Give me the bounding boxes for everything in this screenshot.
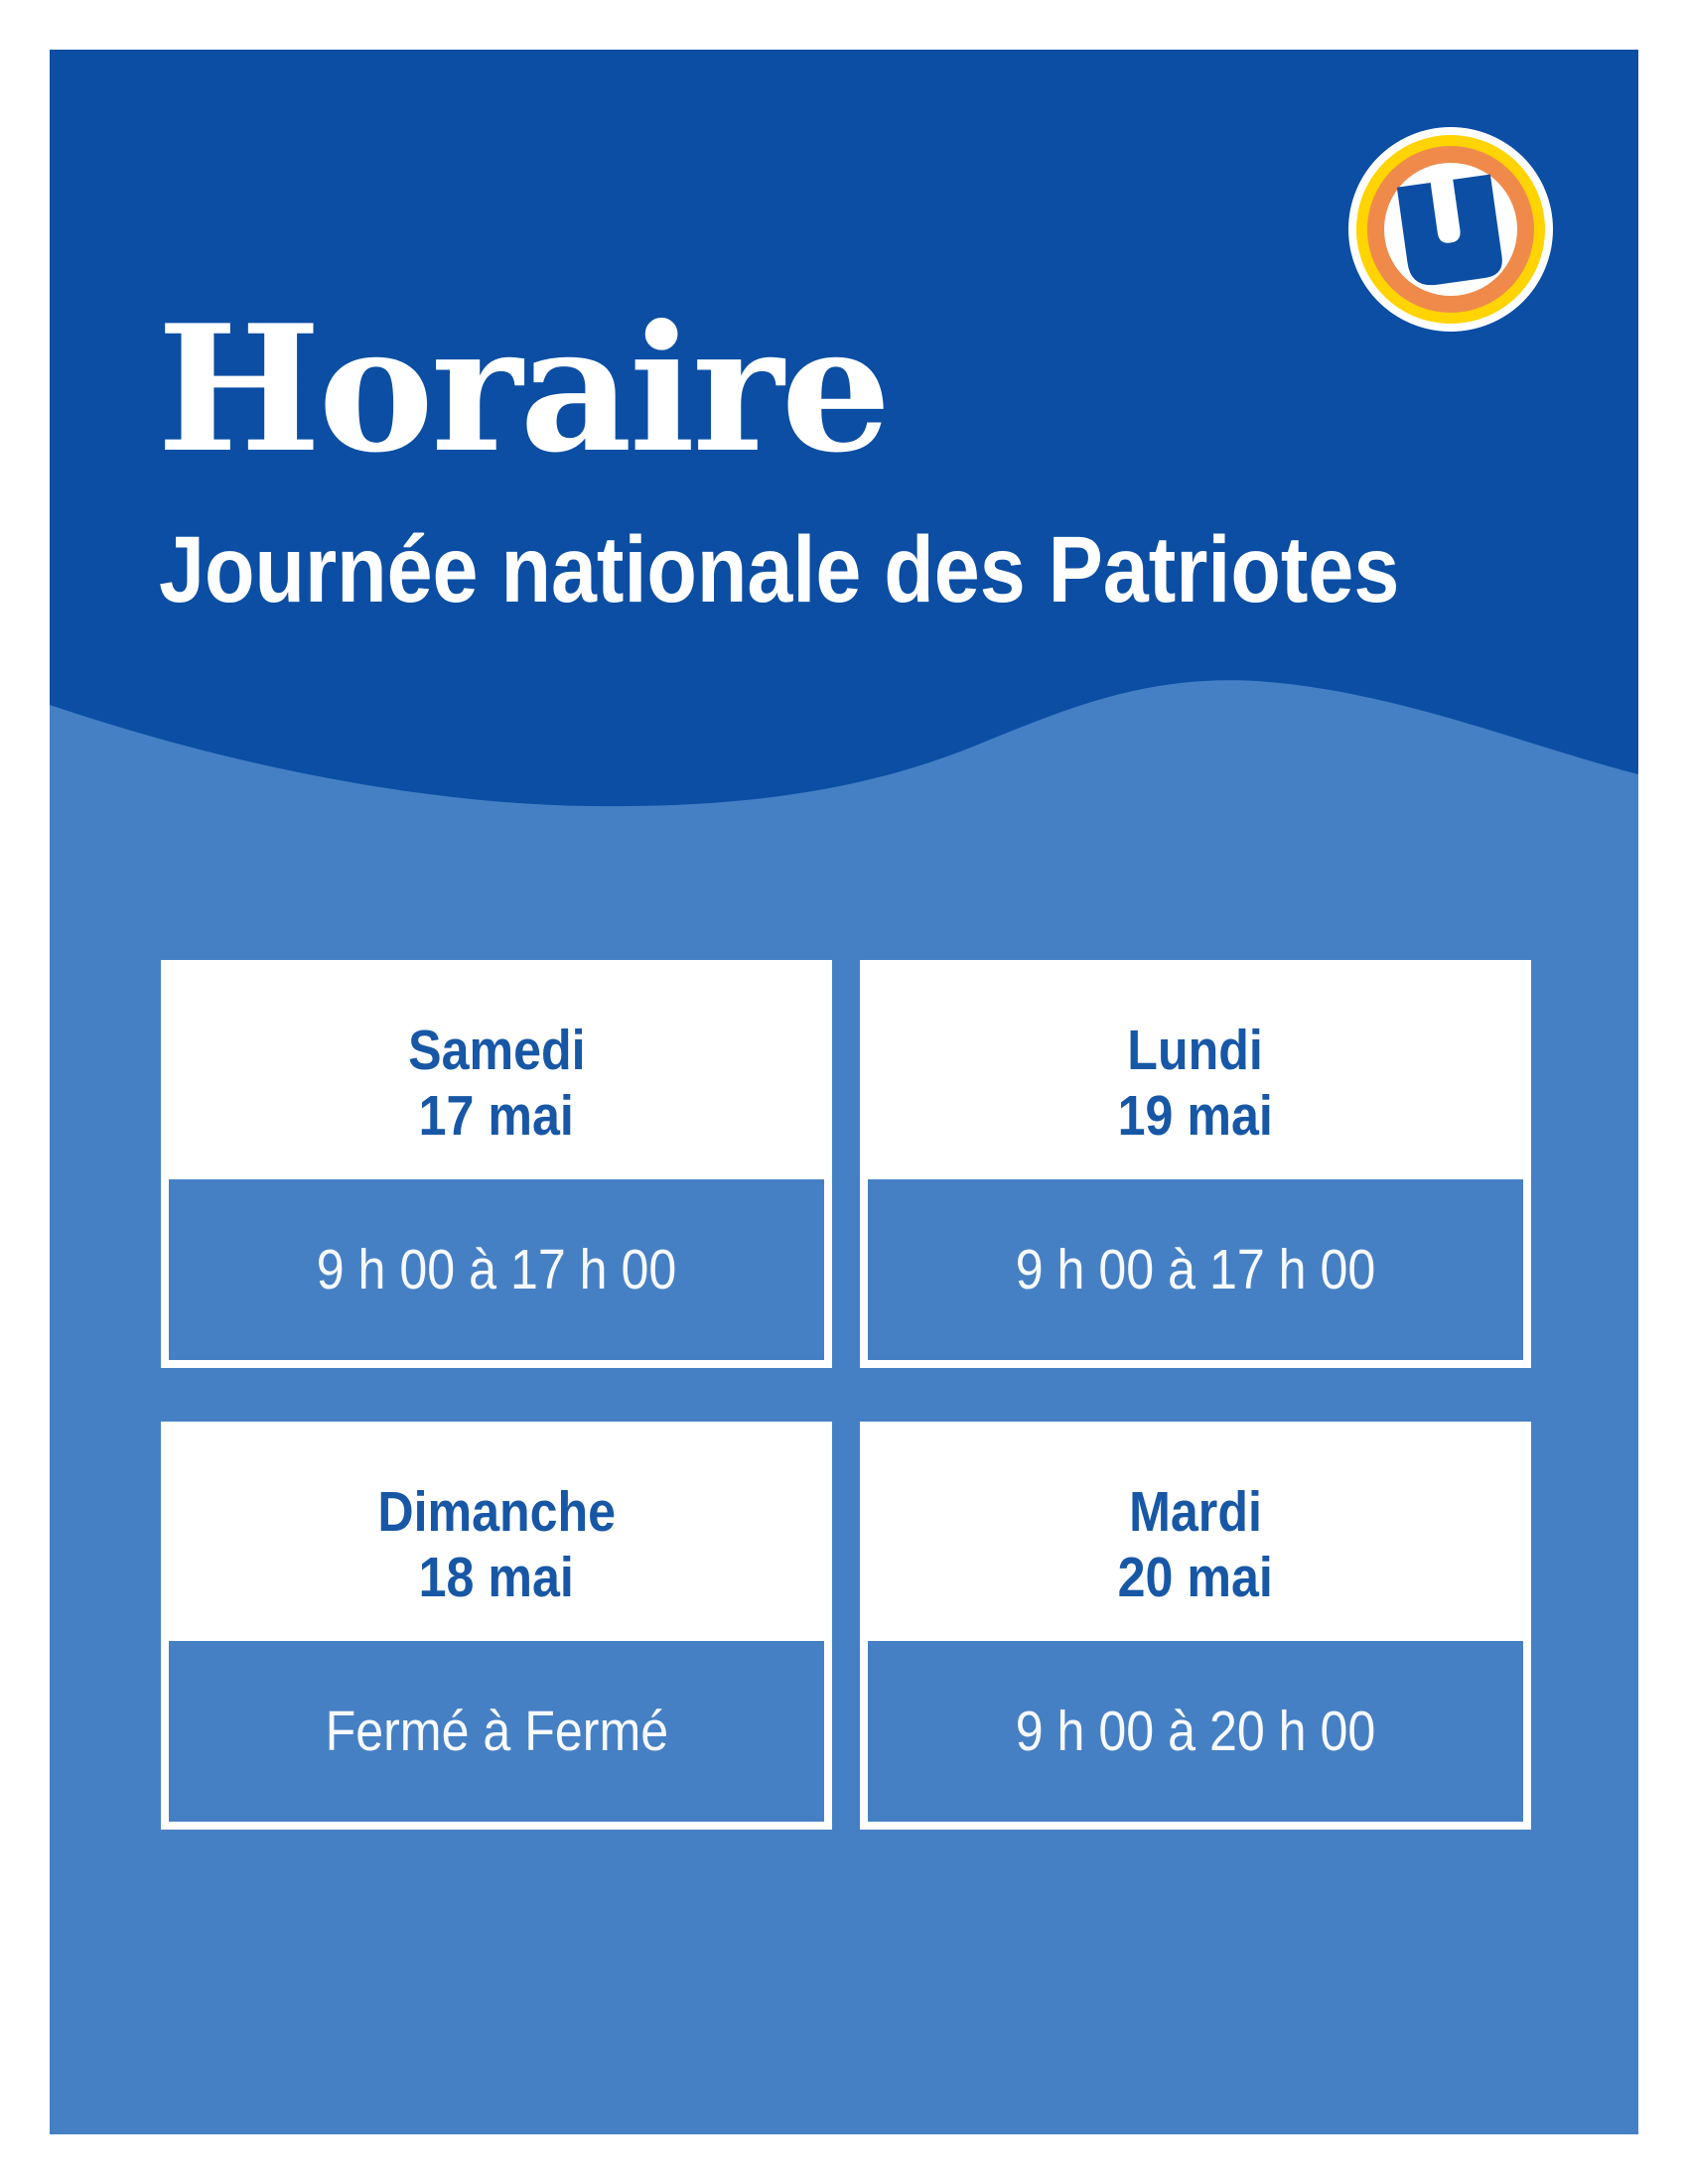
day-name: Samedi <box>407 1018 586 1082</box>
poster-title: Horaire <box>157 288 889 491</box>
brand-logo <box>1348 127 1553 332</box>
day-date: 18 mai <box>418 1545 575 1609</box>
card-day-header <box>169 968 824 1179</box>
day-name: Mardi <box>1129 1479 1262 1544</box>
hours-text: 9 h 00 à 17 h 00 <box>1015 1238 1376 1301</box>
hours-text: Fermé à Fermé <box>325 1700 668 1763</box>
hours-text: 9 h 00 à 17 h 00 <box>316 1238 677 1301</box>
card-day-header <box>868 1430 1523 1641</box>
poster-content <box>50 50 1638 2134</box>
day-name: Dimanche <box>377 1479 616 1544</box>
card-hours <box>868 1641 1523 1822</box>
card-hours <box>169 1179 824 1360</box>
poster-subtitle: Journée nationale des Patriotes <box>159 517 1400 622</box>
schedule-card-dimanche <box>161 1422 832 1830</box>
card-day-header <box>868 968 1523 1179</box>
card-hours <box>169 1641 824 1822</box>
schedule-card-mardi <box>860 1422 1531 1830</box>
day-date: 17 mai <box>418 1083 575 1148</box>
schedule-card-samedi <box>161 960 832 1368</box>
hours-text: 9 h 00 à 20 h 00 <box>1015 1700 1376 1763</box>
schedule-card-lundi <box>860 960 1531 1368</box>
day-name: Lundi <box>1127 1018 1264 1082</box>
card-day-header <box>169 1430 824 1641</box>
card-hours <box>868 1179 1523 1360</box>
day-date: 19 mai <box>1117 1083 1274 1148</box>
u-logo-icon <box>1348 127 1553 332</box>
day-date: 20 mai <box>1117 1545 1274 1609</box>
schedule-grid <box>161 960 1531 1830</box>
